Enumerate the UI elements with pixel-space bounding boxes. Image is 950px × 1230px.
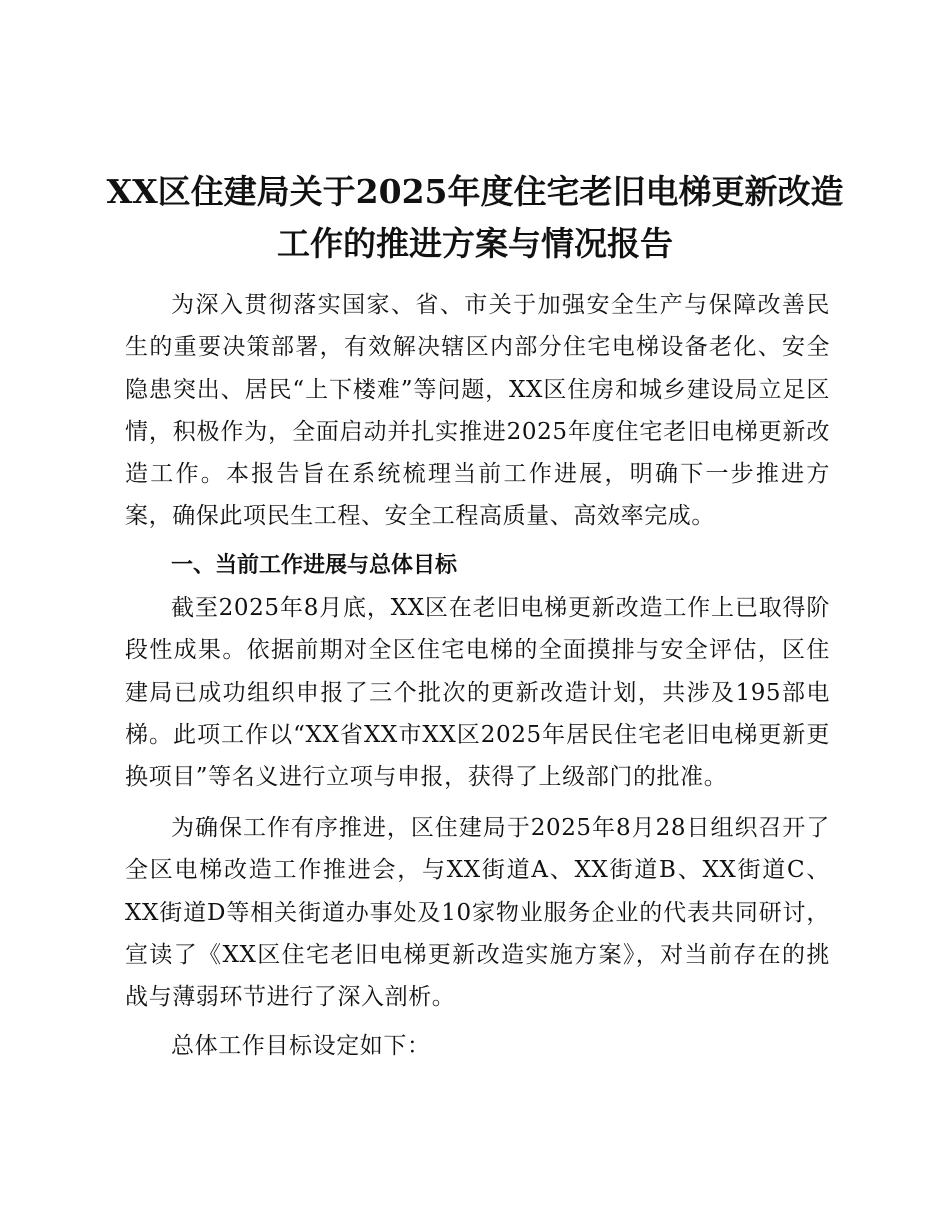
section-heading: 一、当前工作进展与总体目标 bbox=[171, 553, 458, 578]
meeting-paragraph: 为确保工作有序推进，区住建局于2025年8月28日组织召开了全区电梯改造工作推进会，与XX街道A、XX街道B、XX街道C、XX街道D等相关街道办事处及10家物业服务企业的代表共同研讨，宣读了《XX区住宅老旧电梯更新改造实施方案》，对当前存在的挑战与薄弱环节进行了深入剖析。 bbox=[125, 815, 830, 1011]
document-title: XX区住建局关于2025年度住宅老旧电梯更新改造工作的推进方案与情况报告 bbox=[106, 172, 844, 263]
progress-paragraph: 截至2025年8月底，XX区在老旧电梯更新改造工作上已取得阶段性成果。依据前期对全区住宅电梯的全面摸排与安全评估，区住建局已成功组织申报了三个批次的更新改造计划，共涉及195部电梯。此项工作以“XX省XX市XX区2025年居民住宅老旧电梯更新更换项目”等名义进行立项与申报，获得了上级部门的批准。 bbox=[125, 595, 830, 791]
intro-paragraph: 为深入贯彻落实国家、省、市关于加强安全生产与保障改善民生的重要决策部署，有效解决辖区内部分住宅电梯设备老化、安全隐患突出、居民“上下楼难”等问题，XX区住房和城乡建设局立足区情，积极作为，全面启动并扎实推进2025年度住宅老旧电梯更新改造工作。本报告旨在系统梳理当前工作进展，明确下一步推进方案，确保此项民生工程、安全工程高质量、高效率完成。 bbox=[125, 292, 830, 530]
goals-intro-paragraph: 总体工作目标设定如下： bbox=[171, 1033, 431, 1059]
